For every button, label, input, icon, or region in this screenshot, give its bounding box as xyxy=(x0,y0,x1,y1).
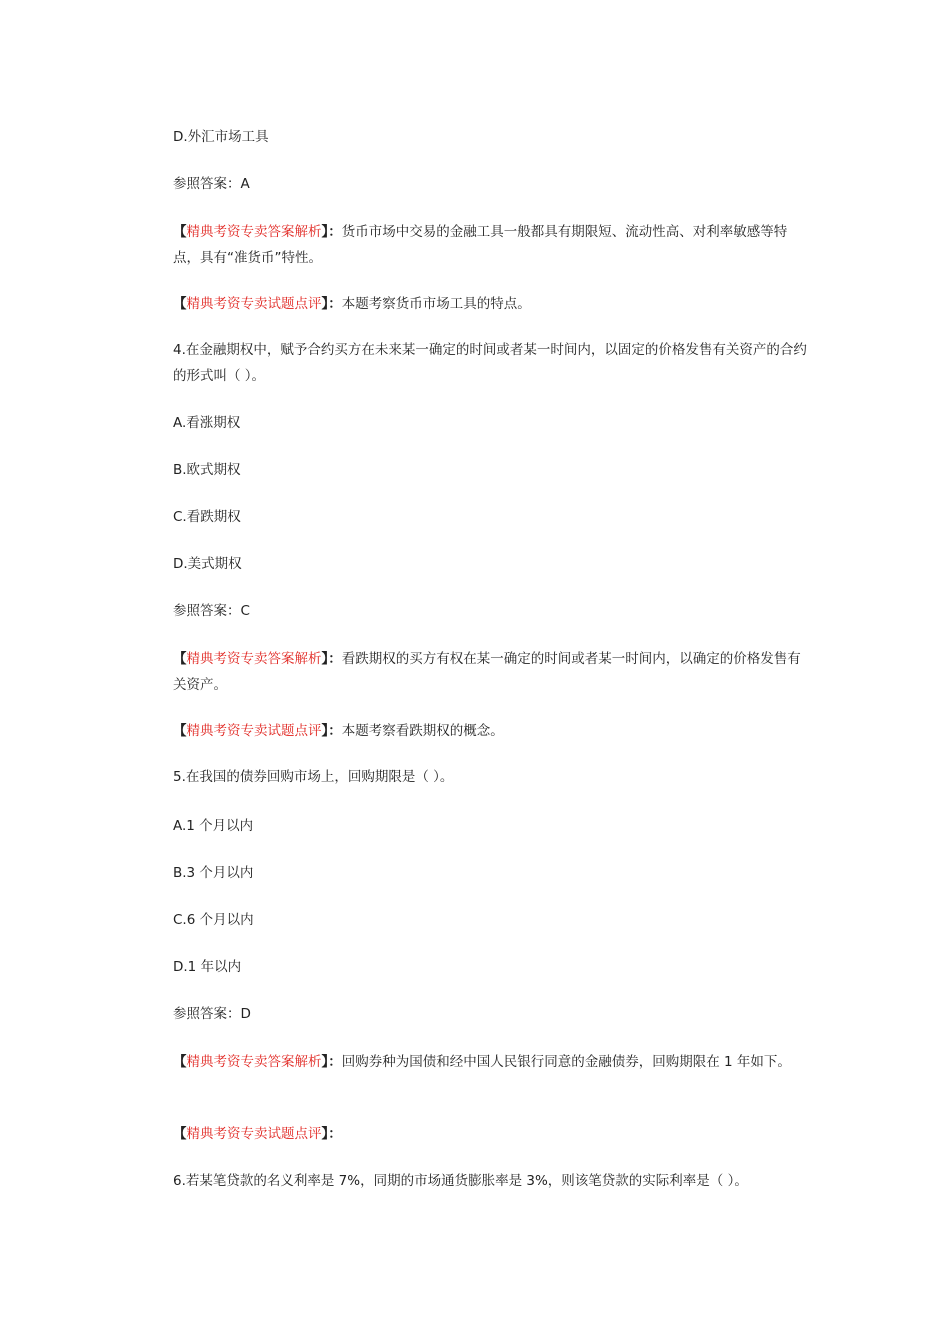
comment-label: 精典考资专卖试题点评 xyxy=(186,1126,322,1142)
comment-label: 精典考资专卖试题点评 xyxy=(186,723,322,739)
bracket-open: 【 xyxy=(173,224,187,240)
bracket-close: 】： xyxy=(321,1054,342,1070)
bracket-close: 】： xyxy=(321,1126,342,1142)
q4-option-b: B.欧式期权 xyxy=(173,462,241,478)
bracket-close: 】： xyxy=(321,651,342,667)
q4-option-d: D.美式期权 xyxy=(173,556,242,572)
bracket-open: 【 xyxy=(173,723,187,739)
q5-comment xyxy=(173,1121,342,1147)
q5-answer: 参照答案：D xyxy=(173,1006,251,1022)
comment-text: 本题考察看跌期权的概念。 xyxy=(341,723,504,739)
q4-analysis xyxy=(144,646,812,698)
analysis-label: 精典考资专卖答案解析 xyxy=(186,1054,322,1070)
q4-comment xyxy=(173,718,504,744)
q3-analysis xyxy=(144,219,812,271)
q3-option-d: D.外汇市场工具 xyxy=(173,129,269,145)
q4-answer: 参照答案：C xyxy=(173,603,250,619)
comment-text: 本题考察货币市场工具的特点。 xyxy=(341,296,531,312)
bracket-close: 】： xyxy=(321,296,342,312)
q4-option-c: C.看跌期权 xyxy=(173,509,241,525)
q5-option-b: B.3 个月以内 xyxy=(173,865,254,881)
q3-answer: 参照答案：A xyxy=(173,176,250,192)
bracket-open: 【 xyxy=(173,651,187,667)
bracket-open: 【 xyxy=(173,1126,187,1142)
analysis-text: 看跌期权的买方有权在某一确定的时间或者某一时间内，以确定的价格发售有关资产。 xyxy=(173,651,801,693)
q6-question: 6.若某笔贷款的名义利率是 7%，同期的市场通货膨胀率是 3%，则该笔贷款的实际利率是（ ）。 xyxy=(173,1173,748,1189)
q5-question: 5.在我国的债券回购市场上，回购期限是（ ）。 xyxy=(173,769,454,785)
comment-label: 精典考资专卖试题点评 xyxy=(186,296,322,312)
analysis-label: 精典考资专卖答案解析 xyxy=(186,651,322,667)
analysis-text: 回购券种为国债和经中国人民银行同意的金融债券，回购期限在 1 年如下。 xyxy=(341,1054,791,1070)
bracket-open: 【 xyxy=(173,296,187,312)
bracket-close: 】： xyxy=(321,723,342,739)
analysis-text: 货币市场中交易的金融工具一般都具有期限短、流动性高、对利率敏感等特点，具有“准货币”特性。 xyxy=(173,224,788,266)
bracket-close: 】： xyxy=(321,224,342,240)
q4-question: 4.在金融期权中，赋予合约买方在未来某一确定的时间或者某一时间内，以固定的价格发售有关资产的合约的形式叫（ ）。 xyxy=(173,342,807,384)
q5-option-d: D.1 年以内 xyxy=(173,959,242,975)
analysis-label: 精典考资专卖答案解析 xyxy=(186,224,322,240)
q5-option-c: C.6 个月以内 xyxy=(173,912,254,928)
q5-option-a: A.1 个月以内 xyxy=(173,818,254,834)
bracket-open: 【 xyxy=(173,1054,187,1070)
q5-analysis xyxy=(144,1049,812,1075)
q4-option-a: A.看涨期权 xyxy=(173,415,241,431)
q3-comment xyxy=(173,291,531,317)
